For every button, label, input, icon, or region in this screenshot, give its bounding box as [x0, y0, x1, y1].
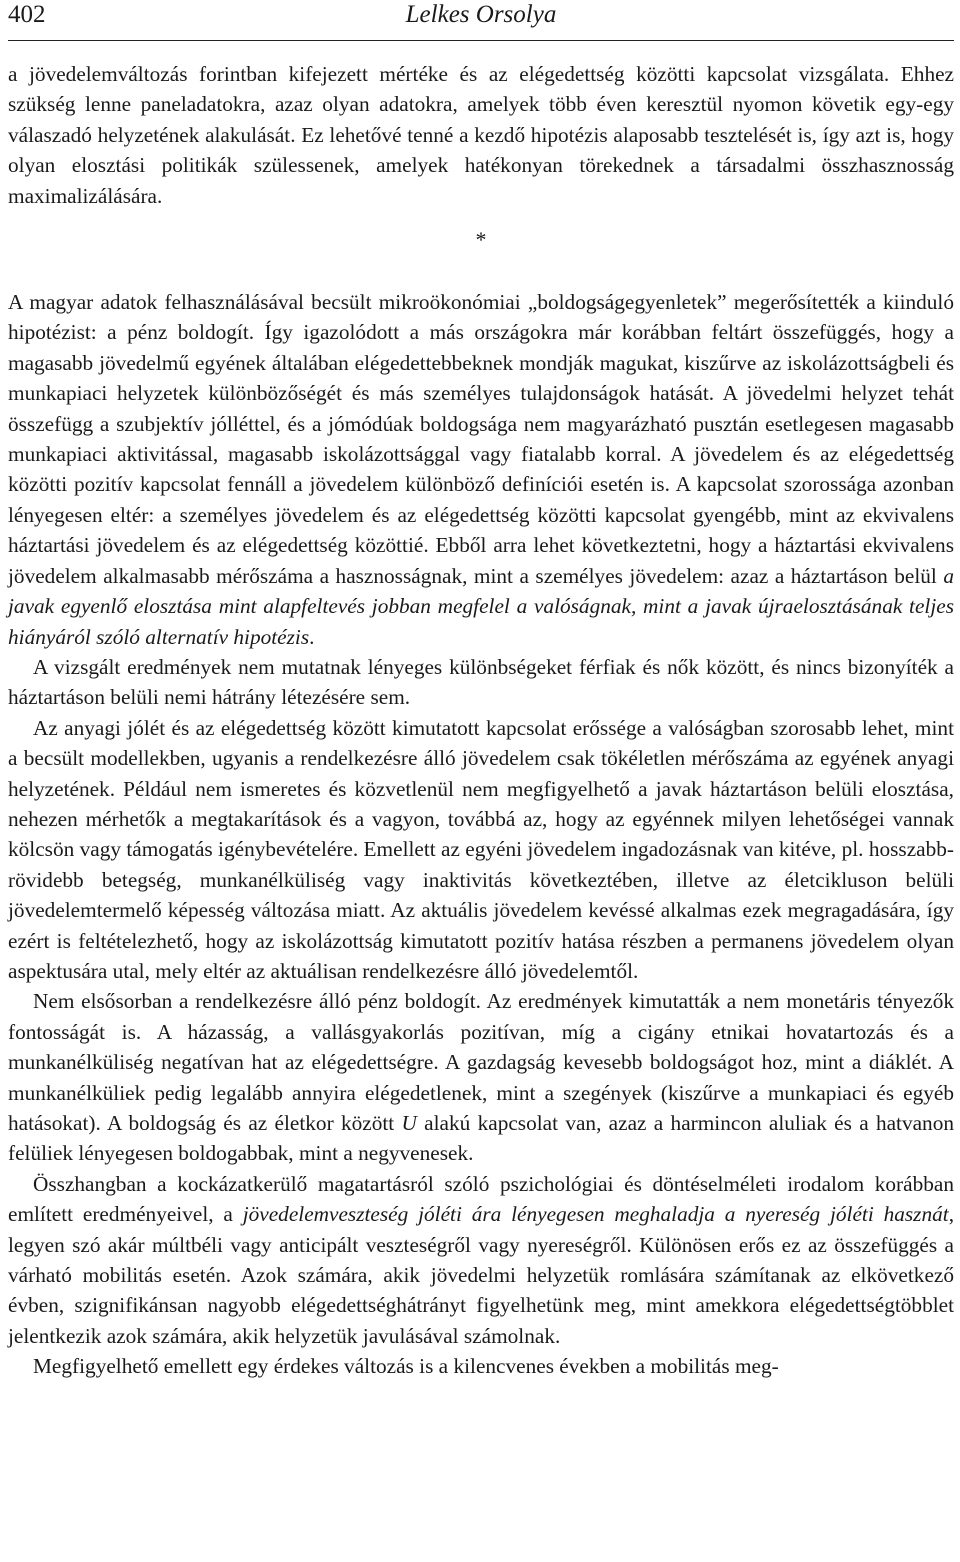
paragraph	[8, 986, 954, 1168]
paragraph-text: , legyen szó akár múltbéli vagy anticipált veszteségről vagy nyereségről. Különösen erős ez az összefüggés a várható mobilitás esetén. Azok számára, akik jövedelmi helyzetük romlására számítanak az elkövetkező évben, szignifikánsan nagyobb elégedettséghátrányt figyelhetünk meg, mint amekkora elégedettségtöbblet jelentkezik azok számára, akik helyzetük javulásával számolnak.	[8, 1202, 955, 1348]
paragraph-text: A magyar adatok felhasználásával becsült mikroökonómiai „boldogságegyenletek” megerősítették a kiinduló hipotézist: a pénz boldogít. Így igazolódott a más országokra már korábban feltárt összefüggés, hogy a magasabb jövedelmű egyének általában elégedettebbeknek mondják magukat, kiszűrve az iskolázottságbeli és munkapiaci helyzetek különbözőségét és más személyes tulajdonságok hatását. A jövedelmi helyzet tehát összefügg a szubjektív jólléttel, és a jómódúak boldogsága nem magyarázható pusztán esetlegesen magasabb munkapiaci aktivitással, magasabb iskolázottsággal vagy fiatalabb korral. A jövedelem és az elégedettség közötti pozitív kapcsolat fennáll a jövedelem különböző definíciói esetén is. A kapcsolat szorossága azonban lényegesen eltér: a személyes jövedelem és az elégedettség közötti kapcsolat gyengébb, mint az ekvivalens háztartási jövedelem és az elégedettség közöttié. Ebből arra lehet következtetni, hogy a háztartási ekvivalens jövedelem alkalmasabb mérőszáma a hasznosságnak, mint a személyes jövedelem: azaz a háztartáson belül	[8, 290, 954, 588]
paragraph	[8, 287, 954, 652]
paragraph-text: alakú kapcsolat van, azaz a harmincon aluliak és a hatvanon felüliek lényegesen boldogabbak, mint a negyvenesek.	[8, 1111, 955, 1166]
emphasized-text: U	[401, 1111, 417, 1135]
emphasized-text: a javak egyenlő elosztása mint alapfeltevés jobban megfelel a valóságnak, mint a javak újraelosztásának teljes hiányáról szóló alternatív hipotézis	[8, 563, 954, 649]
paragraph-text: .	[309, 624, 315, 649]
emphasized-text: jövedelemveszteség jóléti ára lényegesen meghaladja a nyereség jóléti hasznát	[242, 1202, 949, 1227]
section-separator: *	[475, 227, 487, 253]
paragraph-text: Nem elsősorban a rendelkezésre álló pénz boldogít. Az eredmények kimutatták a nem monetáris tényezők fontosságát is. A házasság, a vallásgyakorlás pozitívan, míg a cigány etnikai hovatartozás és a munkanélküliség negatívan hat az elégedettségre. A gazdagság kevesebb boldogságot hoz, mint a diáklét. A munkanélküliek pedig legalább annyira elégedetlenek, mint a szegények (kiszűrve a munkapiaci és egyéb hatásokat). A boldogság és az életkor között	[8, 989, 954, 1135]
paragraph: A vizsgált eredmények nem mutatnak lényeges különbségeket férfiak és nők között, és nincs bizonyíték a háztartáson belüli nemi hátrány létezésére sem.	[8, 654, 954, 710]
paragraph: Az anyagi jólét és az elégedettség között kimutatott kapcsolat erőssége a valóságban szorosabb lehet, mint a becsült modellekben, ugyanis a rendelkezésre álló jövedelem csak tökéletlen mérőszáma az egyének anyagi helyzetének. Például nem ismeretes és közvetlenül nem megfigyelhető a javak háztartáson belüli elosztása, nehezen mérhetők a megtakarítások és a vagyon, továbbá az, hogy az egyénnek milyen lehetőségei vannak kölcsön vagy támogatás igénybevételére. Emellett az egyéni jövedelem ingadozásnak van kitéve, pl. hosszabb-rövidebb betegség, munkanélküliség vagy inaktivitás következtében, illetve az életcikluson belüli jövedelemtermelő képesség változása miatt. Az aktuális jövedelem kevéssé alkalmas ezek megragadására, így ezért is feltételezhető, hogy az iskolázottság kimutatott pozitív hatása részben a permanens jövedelem olyan aspektusára utal, mely eltér az aktuálisan rendelkezésre álló jövedelemtől.	[8, 715, 954, 983]
paragraph: Megfigyelhető emellett egy érdekes változás is a kilencvenes években a mobilitás meg-	[33, 1354, 779, 1379]
paragraph: a jövedelemváltozás forintban kifejezett mértéke és az elégedettség közötti kapcsolat vizsgálata. Ehhez szükség lenne paneladatokra, azaz olyan adatokra, amelyek több éven keresztül nyomon követik egy-egy válaszadó helyzetének alakulását. Ez lehetővé tenné a kezdő hipotézis alaposabb tesztelését is, így azt is, hogy olyan elosztási politikák szülessenek, amelyek hatékonyan törekednek a társadalmi összhasznosság maximalizálására.	[8, 62, 954, 208]
page-header	[8, 0, 954, 41]
paragraph-text: Összhangban a kockázatkerülő magatartásról szóló pszichológiai és döntéselméleti irodalom korábban említett eredményeivel, a	[8, 1171, 954, 1227]
body-text	[8, 59, 954, 1382]
running-head: Lelkes Orsolya	[405, 1, 557, 28]
page-number: 402	[8, 1, 46, 28]
paragraph	[8, 1169, 954, 1351]
